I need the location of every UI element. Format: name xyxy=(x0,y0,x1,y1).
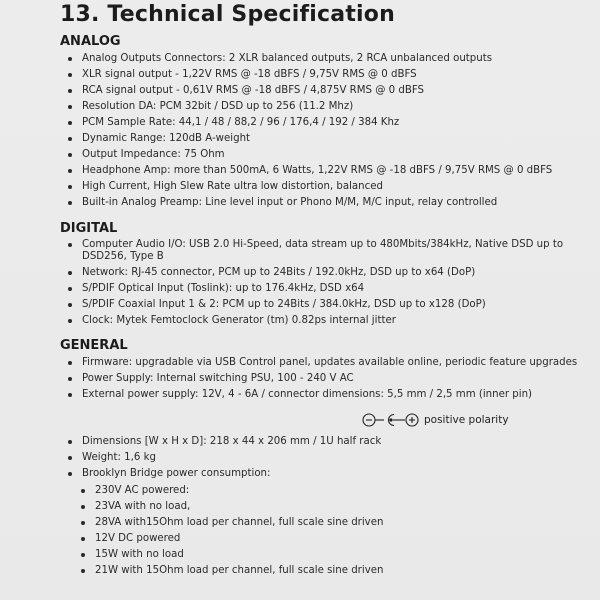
list-item: External power supply: 12V, 4 - 6A / connector dimensions: 5,5 mm / 2,5 mm (inner pin) xyxy=(60,389,580,401)
digital-list xyxy=(60,239,580,331)
list-item: Analog Outputs Connectors: 2 XLR balanced outputs, 2 RCA unbalanced outputs xyxy=(60,53,580,65)
power-consumption-list xyxy=(73,485,578,581)
list-item: 28VA with15Ohm load per channel, full scale sine driven xyxy=(73,517,578,529)
list-item: 15W with no load xyxy=(73,549,578,561)
list-item: Headphone Amp: more than 500mA, 6 Watts, 1,22V RMS @ -18 dBFS / 9,75V RMS @ 0 dBFS xyxy=(60,165,580,177)
list-item: Resolution DA: PCM 32bit / DSD up to 256 (11.2 Mhz) xyxy=(60,101,580,113)
list-item: 230V AC powered: xyxy=(73,485,578,497)
list-item: Power Supply: Internal switching PSU, 100 - 240 V AC xyxy=(60,373,580,385)
section-heading-general: GENERAL xyxy=(60,338,128,353)
list-item: Brooklyn Bridge power consumption: xyxy=(60,468,580,480)
list-item: S/PDIF Optical Input (Toslink): up to 176.4kHz, DSD x64 xyxy=(60,283,580,295)
section-heading-digital: DIGITAL xyxy=(60,221,118,236)
section-heading-analog: ANALOG xyxy=(60,34,121,49)
list-item: RCA signal output - 0,61V RMS @ -18 dBFS / 4,875V RMS @ 0 dBFS xyxy=(60,85,580,97)
general-list-bottom xyxy=(60,436,580,484)
list-item: XLR signal output - 1,22V RMS @ -18 dBFS / 9,75V RMS @ 0 dBFS xyxy=(60,69,580,81)
list-item: Weight: 1,6 kg xyxy=(60,452,580,464)
list-item: PCM Sample Rate: 44,1 / 48 / 88,2 / 96 / 176,4 / 192 / 384 Khz xyxy=(60,117,580,129)
polarity-symbol-icon xyxy=(362,412,420,428)
page-title: 13. Technical Specification xyxy=(60,2,395,27)
list-item: Network: RJ-45 connector, PCM up to 24Bits / 192.0kHz, DSD up to x64 (DoP) xyxy=(60,267,580,279)
list-item: Built-in Analog Preamp: Line level input or Phono M/M, M/C input, relay controlled xyxy=(60,197,580,209)
list-item: 23VA with no load, xyxy=(73,501,578,513)
analog-list xyxy=(60,53,580,213)
list-item: 21W with 15Ohm load per channel, full scale sine driven xyxy=(73,565,578,577)
list-item: Computer Audio I/O: USB 2.0 Hi-Speed, data stream up to 480Mbits/384kHz, Native DSD up to DSD256, Type B xyxy=(60,239,580,263)
list-item: Firmware: upgradable via USB Control panel, updates available online, periodic feature upgrades xyxy=(60,357,580,369)
list-item: Dynamic Range: 120dB A-weight xyxy=(60,133,580,145)
polarity-diagram xyxy=(362,412,509,428)
polarity-label: positive polarity xyxy=(424,414,509,426)
list-item: Dimensions [W x H x D]: 218 x 44 x 206 mm / 1U half rack xyxy=(60,436,580,448)
list-item: S/PDIF Coaxial Input 1 & 2: PCM up to 24Bits / 384.0kHz, DSD up to x128 (DoP) xyxy=(60,299,580,311)
list-item: Output Impedance: 75 Ohm xyxy=(60,149,580,161)
list-item: High Current, High Slew Rate ultra low distortion, balanced xyxy=(60,181,580,193)
general-list-top xyxy=(60,357,580,405)
list-item: Clock: Mytek Femtoclock Generator (tm) 0.82ps internal jitter xyxy=(60,315,580,327)
list-item: 12V DC powered xyxy=(73,533,578,545)
